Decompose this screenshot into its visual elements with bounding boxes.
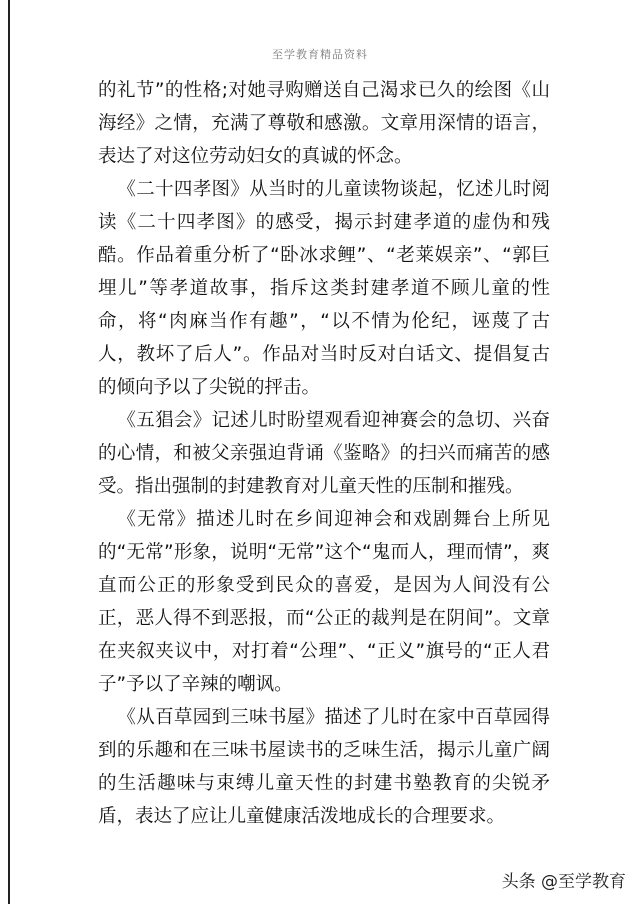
paragraph-continuation: 的礼节”的性格;对她寻购赠送自己渴求已久的绘图《山海经》之情，充满了尊敬和感激。文章用深情的语言，表达了对这位劳动妇女的真诚的怀念。 <box>98 80 550 167</box>
watermark-text: 头条 @至学教育 <box>501 872 626 892</box>
paragraph-twenty-four-filial: 《二十四孝图》从当时的儿童读物谈起，忆述儿时阅读《二十四孝图》的感受，揭示封建孝道的虚伪和残酷。作品着重分析了“卧冰求鲤”、“老莱娱亲”、“郭巨埋儿”等孝道故事，指斥这类封建孝道不顾儿童的性命，将“肉麻当作有趣”，“以不情为伦纪，诬蔑了古人，教坏了后人”。作品对当时反对白话文、提倡复古的倾向予以了尖锐的抨击。 <box>98 179 550 398</box>
paragraph-wuchang-festival: 《五猖会》记述儿时盼望观看迎神赛会的急切、兴奋的心情，和被父亲强迫背诵《鉴略》的扫兴而痛苦的感受。指出强制的封建教育对儿童天性的压制和摧残。 <box>98 410 550 497</box>
page-left-border <box>8 0 10 904</box>
paragraph-wuchang: 《无常》描述儿时在乡间迎神会和戏剧舞台上所见的“无常”形象，说明“无常”这个“鬼而人，理而情”，爽直而公正的形象受到民众的喜爱，是因为人间没有公正，恶人得不到恶报，而“公正的裁判是在阴间”。文章在夹叙夹议中，对打着“公理”、“正义”旗号的“正人君子”予以了辛辣的嘲讽。 <box>98 509 550 695</box>
document-body <box>98 74 550 833</box>
paragraph-baicaoyuan: 《从百草园到三味书屋》描述了儿时在家中百草园得到的乐趣和在三味书屋读书的乏味生活，揭示儿童广阔的生活趣味与束缚儿童天性的封建书塾教育的尖锐矛盾，表达了应让儿童健康活泼地成长的合理要求。 <box>98 707 550 827</box>
page-header: 至学教育精品资料 <box>272 48 368 61</box>
